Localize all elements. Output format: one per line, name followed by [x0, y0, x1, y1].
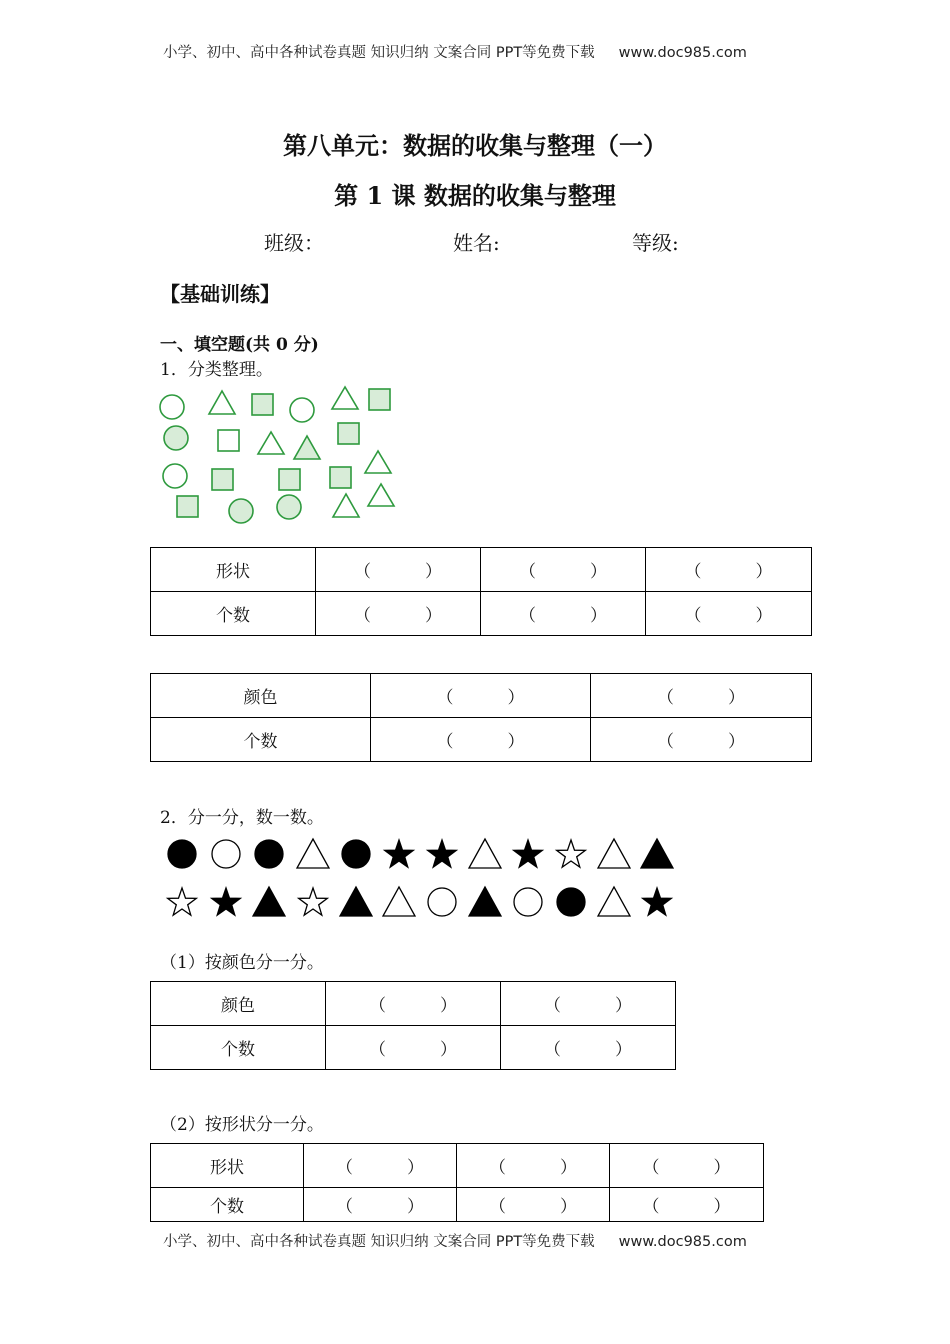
- star-outline-shape: [299, 888, 328, 915]
- table-row: [151, 1026, 676, 1070]
- triangle-filled-shape: [469, 887, 501, 916]
- triangle-outline-shape: [598, 887, 630, 916]
- circle-filled-shape: [342, 840, 370, 868]
- footer-site: www.doc985.com: [618, 1234, 747, 1250]
- triangle-outline-shape: [598, 839, 630, 868]
- answer-blank[interactable]: （ ）: [457, 1144, 610, 1188]
- table-3-color-count: [150, 981, 676, 1070]
- answer-blank[interactable]: （ ）: [371, 718, 591, 762]
- question-2-prompt: 2．分一分，数一数。: [160, 808, 324, 828]
- question-1-prompt: 1．分类整理。: [160, 360, 273, 380]
- header-text: 小学、初中、高中各种试卷真题 知识归纳 文案合同 PPT等免费下载: [163, 45, 595, 61]
- answer-blank[interactable]: （ ）: [501, 1026, 676, 1070]
- answer-blank[interactable]: （ ）: [646, 548, 812, 592]
- part-heading: 一、填空题(共 0 分): [160, 335, 319, 355]
- triangle-outline-shape: [297, 839, 329, 868]
- answer-blank[interactable]: （ ）: [457, 1188, 610, 1222]
- circle-outline-shape: [428, 888, 456, 916]
- answer-blank[interactable]: （ ）: [646, 592, 812, 636]
- answer-blank[interactable]: （ ）: [304, 1188, 457, 1222]
- triangle-outline-shape: [383, 887, 415, 916]
- question-2-sub-2: （2）按形状分一分。: [160, 1115, 324, 1135]
- row-label: 个数: [151, 1026, 326, 1070]
- answer-blank[interactable]: （ ）: [304, 1144, 457, 1188]
- row-label: 颜色: [151, 674, 371, 718]
- circle-filled-shape: [168, 840, 196, 868]
- answer-blank[interactable]: （ ）: [591, 674, 812, 718]
- circle-outline-shape: [514, 888, 542, 916]
- header-site: www.doc985.com: [618, 45, 747, 61]
- answer-blank[interactable]: （ ）: [481, 592, 646, 636]
- question-2-sub-1: （1）按颜色分一分。: [160, 953, 324, 973]
- star-filled-shape: [514, 840, 543, 867]
- table-4-shape-count: [150, 1143, 764, 1222]
- table-row: [151, 1144, 764, 1188]
- page-title: 第八单元：数据的收集与整理（一）: [283, 131, 667, 160]
- answer-blank[interactable]: （ ）: [501, 982, 676, 1026]
- answer-blank[interactable]: （ ）: [610, 1188, 764, 1222]
- footer-text: 小学、初中、高中各种试卷真题 知识归纳 文案合同 PPT等免费下载: [163, 1234, 595, 1250]
- star-filled-shape: [428, 840, 457, 867]
- row-label: 形状: [151, 548, 316, 592]
- row-label: 形状: [151, 1144, 304, 1188]
- circle-outline-shape: [212, 840, 240, 868]
- circle-filled-shape: [557, 888, 585, 916]
- table-row: [151, 1188, 764, 1222]
- answer-blank[interactable]: （ ）: [326, 1026, 501, 1070]
- triangle-filled-shape: [340, 887, 372, 916]
- answer-blank[interactable]: （ ）: [481, 548, 646, 592]
- answer-blank[interactable]: （ ）: [326, 982, 501, 1026]
- answer-blank[interactable]: （ ）: [591, 718, 812, 762]
- triangle-outline-shape: [469, 839, 501, 868]
- triangle-filled-shape: [253, 887, 285, 916]
- page-subtitle: 第 1 课 数据的收集与整理: [334, 181, 616, 210]
- star-filled-shape: [385, 840, 414, 867]
- row-label: 个数: [151, 592, 316, 636]
- answer-blank[interactable]: （ ）: [316, 592, 481, 636]
- circle-filled-shape: [255, 840, 283, 868]
- row-label: 个数: [151, 1188, 304, 1222]
- class-label: 班级：: [264, 231, 324, 255]
- answer-blank[interactable]: （ ）: [371, 674, 591, 718]
- page-footer: [163, 1230, 747, 1251]
- answer-blank[interactable]: （ ）: [610, 1144, 764, 1188]
- table-row: [151, 982, 676, 1026]
- star-filled-shape: [212, 888, 241, 915]
- row-label: 颜色: [151, 982, 326, 1026]
- section-heading: 【基础训练】: [160, 282, 280, 306]
- star-outline-shape: [168, 888, 197, 915]
- grade-label: 等级:: [632, 231, 679, 255]
- triangle-filled-shape: [641, 839, 673, 868]
- answer-blank[interactable]: （ ）: [316, 548, 481, 592]
- name-label: 姓名:: [453, 231, 500, 255]
- star-filled-shape: [643, 888, 672, 915]
- row-label: 个数: [151, 718, 371, 762]
- star-outline-shape: [557, 840, 586, 867]
